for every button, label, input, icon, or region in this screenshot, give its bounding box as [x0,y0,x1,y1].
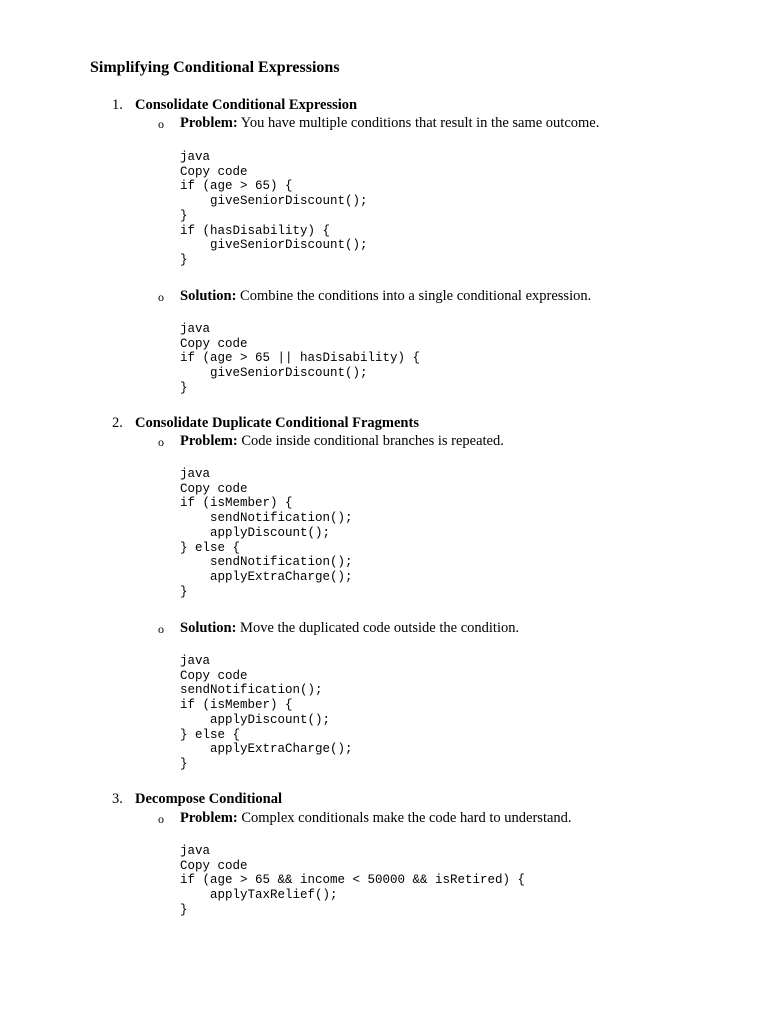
problem-label: Problem: [180,810,238,826]
problem-label: Problem: [180,433,238,449]
problem-text: Code inside conditional branches is repeated. [237,433,504,449]
bullet-marker: o [158,117,164,131]
solution-text: Move the duplicated code outside the condition. [236,620,520,636]
solution-statement [180,288,591,305]
bullet-marker: o [158,622,164,636]
section-title: Consolidate Conditional Expression [135,97,358,113]
section-title: Decompose Conditional [135,791,283,807]
solution-statement [180,620,519,637]
problem-text: You have multiple conditions that result in the same outcome. [237,115,600,131]
section-number: 1. [112,97,123,113]
solution-label: Solution: [180,620,237,636]
problem-statement [180,433,504,450]
problem-statement [180,810,572,827]
code-block: java Copy code sendNotification(); if (isMember) { applyDiscount(); } else { applyExtraCharge(); } [180,654,353,771]
section-title: Consolidate Duplicate Conditional Fragments [135,415,419,431]
problem-label: Problem: [180,115,238,131]
solution-label: Solution: [180,288,237,304]
code-block: java Copy code if (isMember) { sendNotification(); applyDiscount(); } else { sendNotification(); applyExtraCharge(); } [180,467,353,599]
solution-text: Combine the conditions into a single conditional expression. [236,288,592,304]
section-number: 3. [112,791,123,807]
document-title: Simplifying Conditional Expressions [90,59,340,76]
bullet-marker: o [158,290,164,304]
code-block: java Copy code if (age > 65 || hasDisability) { giveSeniorDiscount(); } [180,322,421,395]
problem-text: Complex conditionals make the code hard to understand. [237,810,572,826]
problem-statement [180,115,599,132]
bullet-marker: o [158,435,164,449]
code-block: java Copy code if (age > 65) { giveSeniorDiscount(); } if (hasDisability) { giveSeniorDiscount(); } [180,150,368,267]
code-block: java Copy code if (age > 65 && income < 50000 && isRetired) { applyTaxRelief(); } [180,844,526,917]
section-number: 2. [112,415,123,431]
bullet-marker: o [158,812,164,826]
